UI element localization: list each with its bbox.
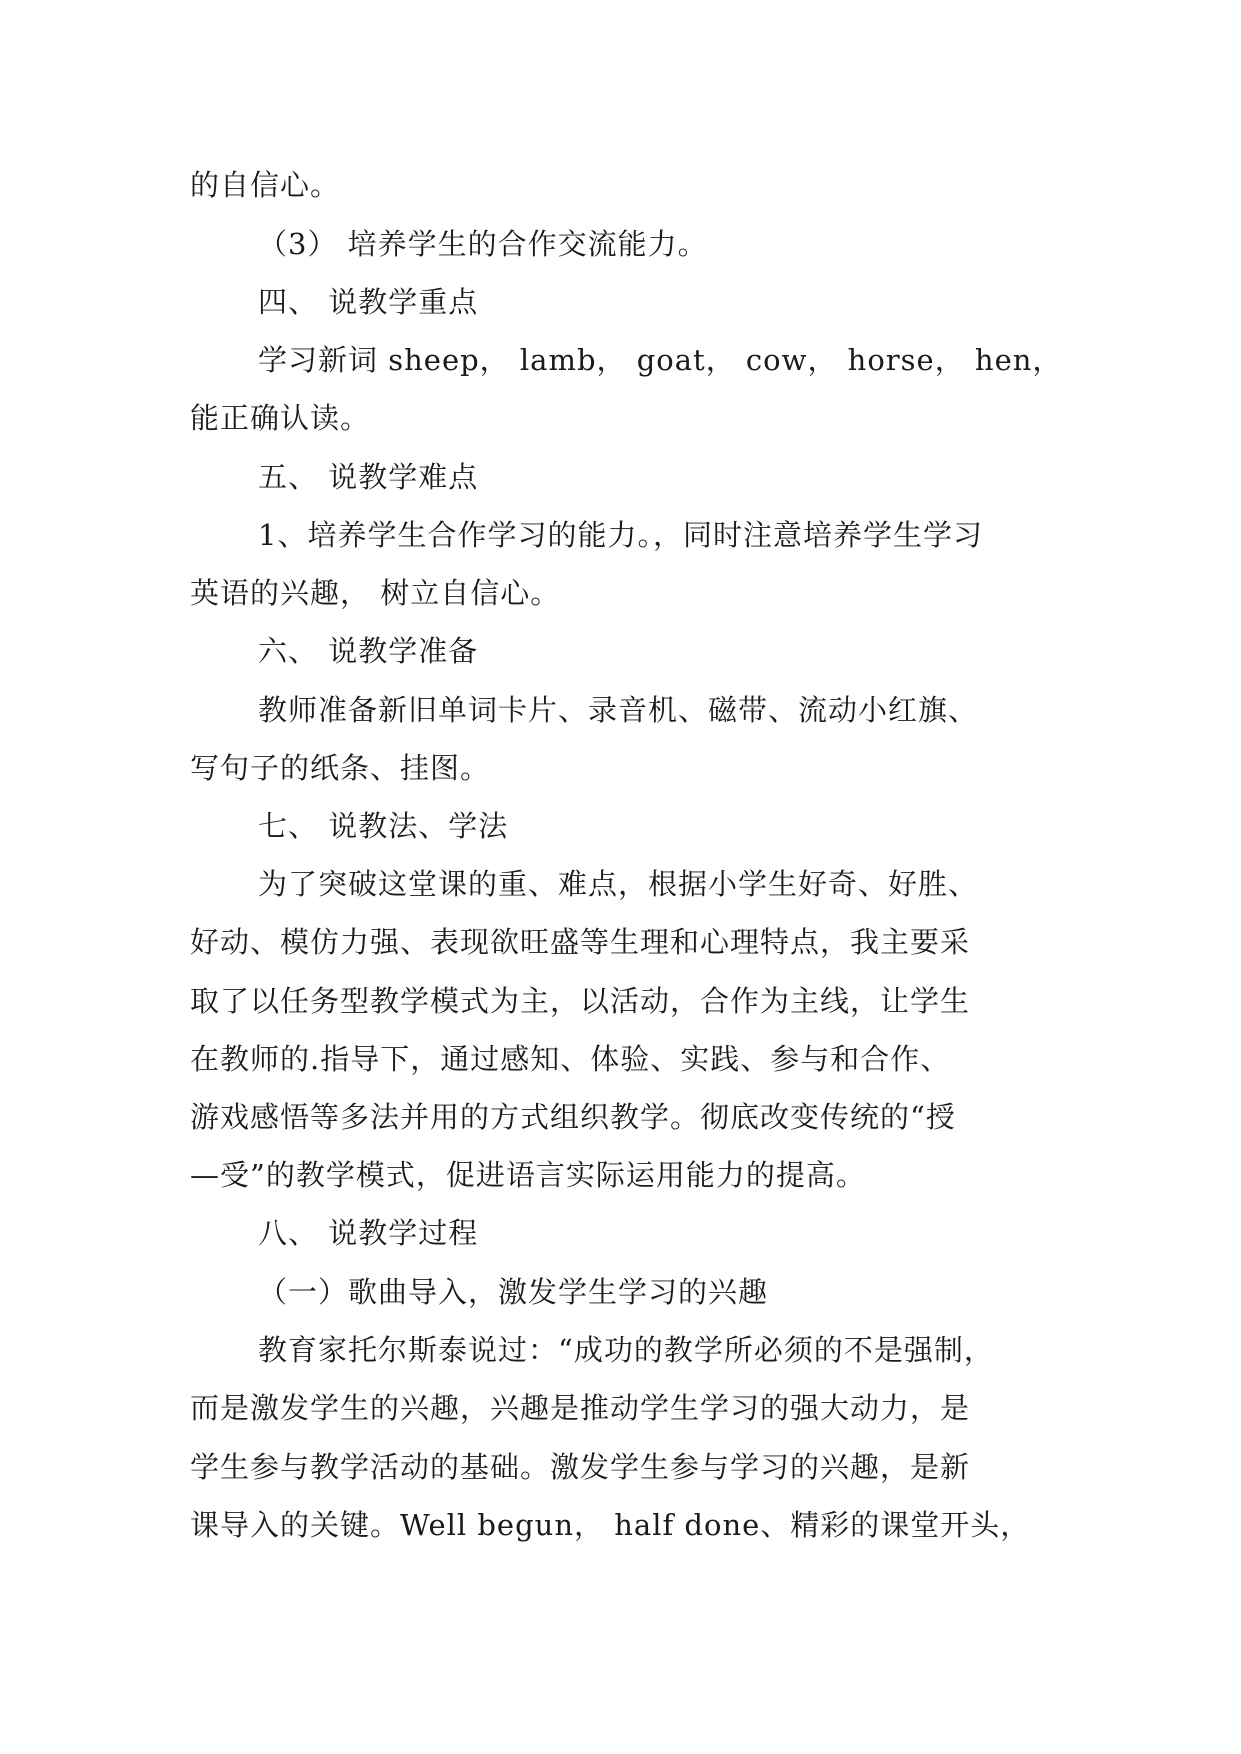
process-text-line-1: 教育家托尔斯泰说过：“成功的教学所必须的不是强制， xyxy=(258,1333,994,1367)
difficulties-text-continued: 英语的兴趣， 树立自信心。 xyxy=(190,576,561,610)
methods-text-line-5: 游戏感悟等多法并用的方式组织教学。彻底改变传统的“授 xyxy=(190,1100,956,1134)
section-heading-methods: 七、 说教法、学法 xyxy=(258,809,509,843)
methods-text-line-3: 取了以任务型教学模式为主，以活动，合作为主线，让学生 xyxy=(190,984,971,1018)
objective-item-3: （3） 培养学生的合作交流能力。 xyxy=(258,227,708,261)
key-points-text-continued: 能正确认读。 xyxy=(190,401,371,435)
section-heading-key-points: 四、 说教学重点 xyxy=(258,285,479,319)
methods-text-line-2: 好动、模仿力强、表现欲旺盛等生理和心理特点，我主要采 xyxy=(190,925,971,959)
methods-text-line-1: 为了突破这堂课的重、难点，根据小学生好奇、好胜、 xyxy=(258,867,979,901)
methods-text-line-4: 在教师的.指导下，通过感知、体验、实践、参与和合作、 xyxy=(190,1042,951,1076)
section-heading-process: 八、 说教学过程 xyxy=(258,1216,479,1250)
methods-text-line-6: —受”的教学模式，促进语言实际运用能力的提高。 xyxy=(190,1158,866,1192)
process-text-line-3: 学生参与教学活动的基础。激发学生参与学习的兴趣，是新 xyxy=(190,1450,971,1484)
section-heading-preparation: 六、 说教学准备 xyxy=(258,634,479,668)
paragraph-continuation: 的自信心。 xyxy=(190,168,341,202)
subsection-heading-song-intro: （一）歌曲导入，激发学生学习的兴趣 xyxy=(258,1275,769,1309)
preparation-text-continued: 写句子的纸条、挂图。 xyxy=(190,751,491,785)
section-heading-difficulties: 五、 说教学难点 xyxy=(258,460,479,494)
difficulties-text: 1、培养学生合作学习的能力。，同时注意培养学生学习 xyxy=(258,518,983,552)
process-text-line-2: 而是激发学生的兴趣，兴趣是推动学生学习的强大动力，是 xyxy=(190,1391,971,1425)
process-text-line-4: 课导入的关键。Well begun， half done、精彩的课堂开头， xyxy=(190,1508,1031,1542)
preparation-text: 教师准备新旧单词卡片、录音机、磁带、流动小红旗、 xyxy=(258,693,979,727)
key-points-text: 学习新词 sheep， lamb， goat， cow， horse， hen， xyxy=(258,343,1063,377)
